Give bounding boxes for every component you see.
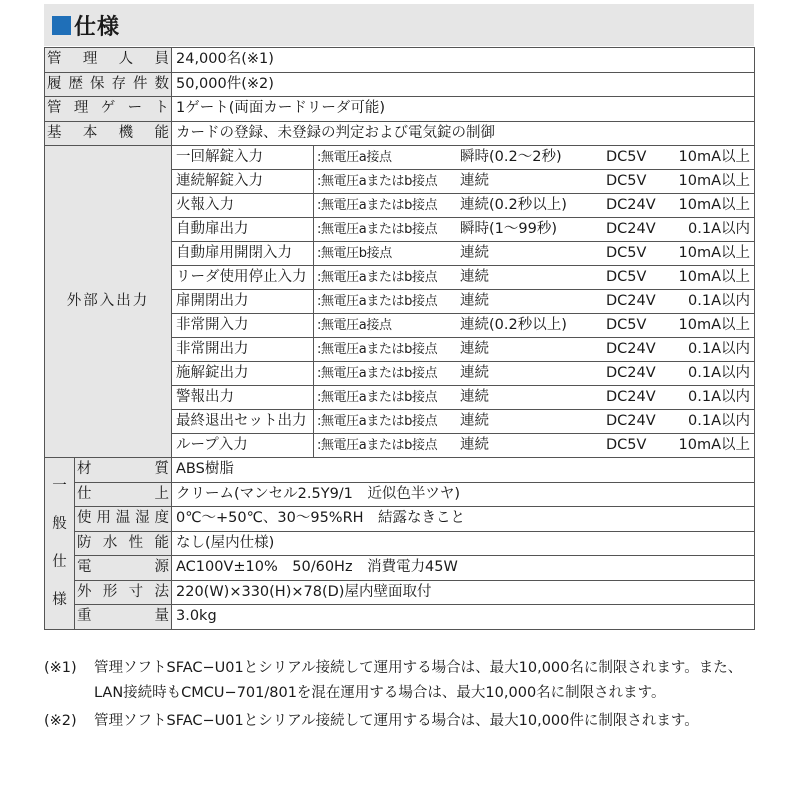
- table-row: [45, 458, 755, 483]
- io-current: 0.1A以内: [688, 413, 750, 429]
- row-value: AC100V±10% 50/60Hz 消費電力45W: [172, 556, 755, 581]
- io-contact: :無電圧aまたはb接点: [317, 342, 438, 357]
- row-value: 0℃〜+50℃、30〜95%RH 結露なきこと: [172, 507, 755, 532]
- io-current: 10mA以上: [678, 173, 750, 189]
- io-timing: 連続: [460, 269, 489, 285]
- io-row: [172, 337, 754, 361]
- io-contact: :無電圧aまたはb接点: [317, 270, 438, 285]
- section-title: 仕様: [74, 15, 121, 40]
- row-value: ABS樹脂: [172, 458, 755, 483]
- io-voltage: DC24V: [606, 197, 656, 213]
- io-type: 一回解錠入力: [172, 146, 314, 169]
- io-timing: 連続: [460, 437, 489, 453]
- io-row: [172, 193, 754, 217]
- io-type: 扉開閉出力: [172, 290, 314, 313]
- io-current: 0.1A以内: [688, 341, 750, 357]
- io-timing: 連続: [460, 245, 489, 261]
- row-label: 外 形 寸 法: [77, 583, 169, 600]
- square-bullet-icon: [52, 16, 71, 35]
- io-voltage: DC24V: [606, 365, 656, 381]
- io-voltage: DC24V: [606, 341, 656, 357]
- row-value: クリーム(マンセル2.5Y9/1 近似色半ツヤ): [172, 482, 755, 507]
- io-row: [172, 169, 754, 193]
- table-row: [45, 531, 755, 556]
- io-type: ループ入力: [172, 434, 314, 457]
- table-row: [45, 97, 755, 122]
- io-contact: :無電圧a接点: [317, 150, 392, 165]
- spec-table: [44, 47, 755, 630]
- io-type: 非常開出力: [172, 338, 314, 361]
- io-type: 連続解錠入力: [172, 170, 314, 193]
- table-row: [45, 121, 755, 146]
- row-value: 220(W)×330(H)×78(D)屋内壁面取付: [172, 580, 755, 605]
- row-value: 50,000件(※2): [172, 72, 755, 97]
- io-row: [172, 361, 754, 385]
- io-row: [172, 265, 754, 289]
- io-contact: :無電圧aまたはb接点: [317, 438, 438, 453]
- io-row: [172, 146, 754, 169]
- io-contact: :無電圧aまたはb接点: [317, 414, 438, 429]
- io-current: 10mA以上: [678, 149, 750, 165]
- io-type: 火報入力: [172, 194, 314, 217]
- footnote-text: 管理ソフトSFAC−U01とシリアル接続して運用する場合は、最大10,000名に制限されます。また、LAN接続時もCMCU−701/801を混在運用する場合は、最大10,000名に制限されます。: [94, 660, 743, 701]
- row-label: 仕 上: [77, 485, 169, 502]
- row-label: 防 水 性 能: [77, 534, 169, 551]
- row-label: 管 理 ゲ ー ト: [47, 100, 169, 117]
- io-timing: 連続(0.2秒以上): [460, 317, 567, 333]
- io-timing: 連続(0.2秒以上): [460, 197, 567, 213]
- io-contact: :無電圧aまたはb接点: [317, 174, 438, 189]
- io-row: [172, 217, 754, 241]
- footnote: [44, 709, 760, 734]
- io-contact: :無電圧b接点: [317, 246, 392, 261]
- io-row: [172, 241, 754, 265]
- io-voltage: DC5V: [606, 173, 647, 189]
- row-value: 3.0kg: [172, 605, 755, 630]
- io-type: リーダ使用停止入力: [172, 266, 314, 289]
- io-voltage: DC5V: [606, 245, 647, 261]
- io-current: 10mA以上: [678, 197, 750, 213]
- io-type: 警報出力: [172, 386, 314, 409]
- io-type: 自動扉出力: [172, 218, 314, 241]
- io-contact: :無電圧aまたはb接点: [317, 222, 438, 237]
- table-row: [45, 605, 755, 630]
- row-label: 履 歴 保 存 件 数: [47, 75, 169, 92]
- io-voltage: DC24V: [606, 293, 656, 309]
- footnote-mark: (※2): [44, 713, 77, 729]
- footnotes: [44, 656, 760, 738]
- table-row: [45, 146, 755, 458]
- io-type: 施解錠出力: [172, 362, 314, 385]
- general-label: 一 般 仕 様: [52, 477, 67, 608]
- io-contact: :無電圧aまたはb接点: [317, 390, 438, 405]
- io-row: [172, 385, 754, 409]
- io-current: 10mA以上: [678, 317, 750, 333]
- row-value: なし(屋内仕様): [172, 531, 755, 556]
- row-label: 管 理 人 員: [47, 51, 169, 68]
- footnote-text: 管理ソフトSFAC−U01とシリアル接続して運用する場合は、最大10,000件に制限されます。: [94, 713, 699, 729]
- io-label: 外部入出力: [45, 146, 172, 458]
- table-row: [45, 556, 755, 581]
- row-label: 材 質: [77, 461, 169, 478]
- io-type: 最終退出セット出力: [172, 410, 314, 433]
- io-current: 10mA以上: [678, 269, 750, 285]
- io-timing: 瞬時(1〜99秒): [460, 221, 557, 237]
- table-row: [45, 72, 755, 97]
- io-voltage: DC24V: [606, 413, 656, 429]
- row-label: 重 量: [77, 608, 169, 625]
- io-current: 10mA以上: [678, 245, 750, 261]
- io-current: 0.1A以内: [688, 365, 750, 381]
- row-label: 電 源: [77, 559, 169, 576]
- io-type: 自動扉用開閉入力: [172, 242, 314, 265]
- footnote: [44, 656, 760, 705]
- io-voltage: DC5V: [606, 269, 647, 285]
- io-list: [172, 146, 754, 457]
- io-voltage: DC24V: [606, 221, 656, 237]
- io-timing: 連続: [460, 389, 489, 405]
- io-timing: 瞬時(0.2〜2秒): [460, 149, 562, 165]
- section-title-bar: [44, 4, 754, 46]
- table-row: [45, 482, 755, 507]
- footnote-mark: (※1): [44, 660, 77, 676]
- io-contact: :無電圧aまたはb接点: [317, 294, 438, 309]
- table-row: [45, 48, 755, 73]
- io-current: 0.1A以内: [688, 293, 750, 309]
- io-timing: 連続: [460, 413, 489, 429]
- row-label: 使 用 温 湿 度: [77, 510, 169, 527]
- io-timing: 連続: [460, 173, 489, 189]
- io-row: [172, 313, 754, 337]
- row-value: 24,000名(※1): [172, 48, 755, 73]
- row-value: 1ゲート(両面カードリーダ可能): [172, 97, 755, 122]
- io-row: [172, 289, 754, 313]
- io-voltage: DC5V: [606, 317, 647, 333]
- io-type: 非常開入力: [172, 314, 314, 337]
- io-timing: 連続: [460, 293, 489, 309]
- io-current: 0.1A以内: [688, 221, 750, 237]
- io-row: [172, 433, 754, 457]
- io-voltage: DC24V: [606, 389, 656, 405]
- io-timing: 連続: [460, 341, 489, 357]
- io-contact: :無電圧aまたはb接点: [317, 198, 438, 213]
- io-current: 10mA以上: [678, 437, 750, 453]
- table-row: [45, 580, 755, 605]
- io-contact: :無電圧a接点: [317, 318, 392, 333]
- row-value: カードの登録、未登録の判定および電気錠の制御: [172, 121, 755, 146]
- row-label: 基 本 機 能: [47, 124, 169, 141]
- io-contact: :無電圧aまたはb接点: [317, 366, 438, 381]
- io-voltage: DC5V: [606, 149, 647, 165]
- io-row: [172, 409, 754, 433]
- io-current: 0.1A以内: [688, 389, 750, 405]
- io-voltage: DC5V: [606, 437, 647, 453]
- io-timing: 連続: [460, 365, 489, 381]
- table-row: [45, 507, 755, 532]
